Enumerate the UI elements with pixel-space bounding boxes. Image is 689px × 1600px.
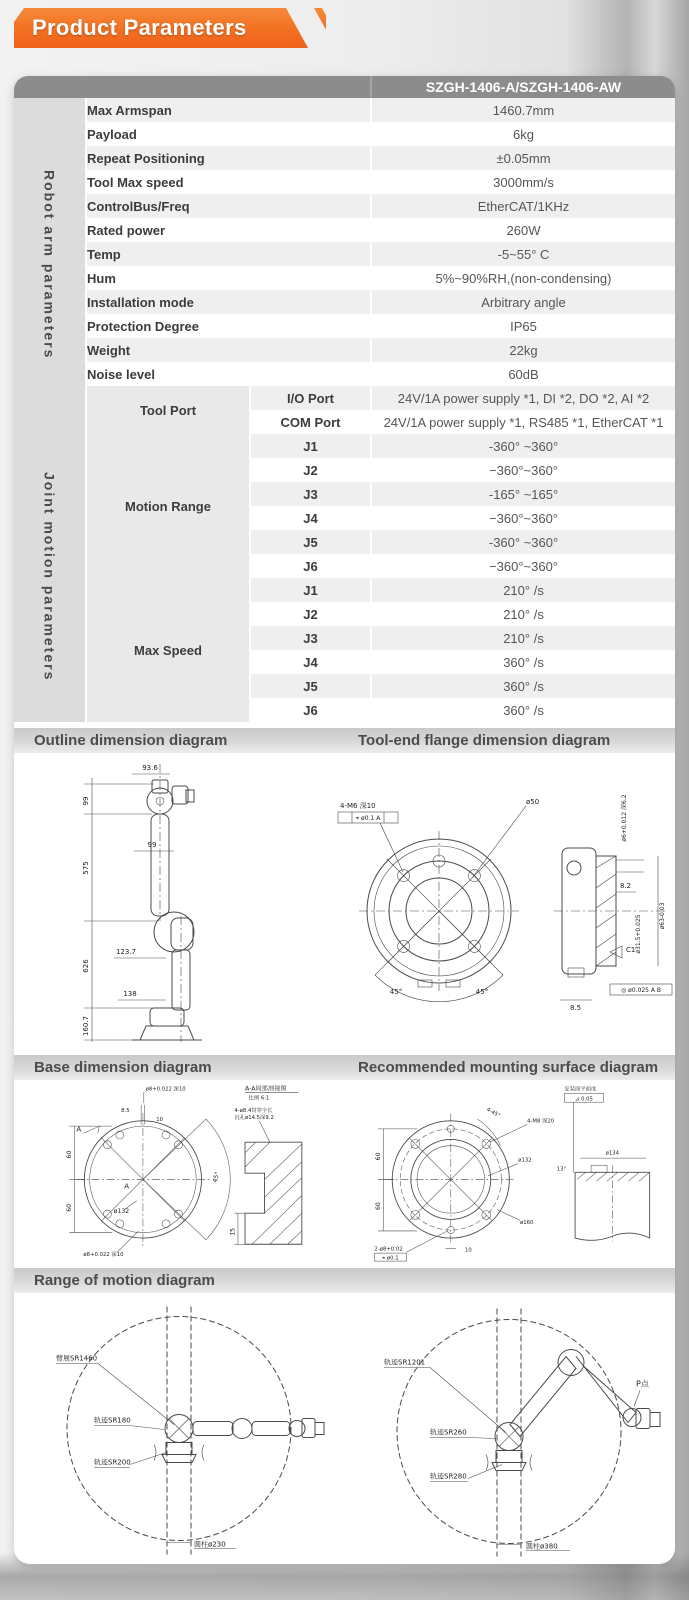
m-dia160-label: ø160 bbox=[520, 1219, 534, 1226]
spec-value: EtherCAT/1KHz bbox=[371, 194, 675, 218]
section-label-text: Joint motion parameters bbox=[41, 472, 58, 682]
table-row bbox=[14, 338, 675, 362]
motion-right-robot bbox=[486, 1350, 660, 1471]
table-row bbox=[14, 122, 675, 146]
joint-label: J2 bbox=[250, 458, 371, 482]
table-row bbox=[14, 146, 675, 170]
spec-value: IP65 bbox=[371, 314, 675, 338]
spec-value: 260W bbox=[371, 218, 675, 242]
spec-table bbox=[14, 76, 675, 722]
model-name: SZGH-1406-A/SZGH-1406-AW bbox=[371, 76, 675, 98]
mounting-surface-drawing bbox=[334, 1080, 675, 1262]
d10-label: 10 bbox=[156, 1116, 164, 1123]
section-title-base: Base dimension diagram bbox=[34, 1059, 212, 1076]
base-section-view bbox=[229, 1085, 301, 1245]
m-bolt-label: 4-M8 深20 bbox=[527, 1118, 555, 1125]
motion-right-labels bbox=[384, 1358, 650, 1551]
mounting-side-view bbox=[557, 1085, 650, 1242]
joint-value: −360°~360° bbox=[371, 458, 675, 482]
section-title-motion: Range of motion diagram bbox=[34, 1272, 215, 1289]
motion-left-cylinder: 圆柱ø230 bbox=[194, 1540, 226, 1549]
table-row bbox=[14, 386, 675, 410]
dim-upper: 99 bbox=[147, 841, 157, 849]
m-angle-label: 4-45° bbox=[485, 1106, 502, 1120]
section-label-robot-arm bbox=[14, 98, 86, 434]
m-dia132-label: ø132 bbox=[518, 1157, 532, 1164]
table-header-row bbox=[14, 76, 675, 98]
content-panel bbox=[14, 76, 675, 1564]
diagram-row-1 bbox=[14, 753, 675, 1049]
counterbore-label-2: 沉孔ø14.5深9.2 bbox=[234, 1115, 274, 1122]
spec-name: Tool Max speed bbox=[86, 170, 371, 194]
spec-name: Max Armspan bbox=[86, 98, 371, 122]
mounting-dims bbox=[374, 1107, 554, 1262]
flatness-label: 安装面平面度 bbox=[564, 1086, 597, 1093]
gdt-side-box: ◎ ø0.025 A B bbox=[620, 987, 662, 994]
bottom-hole-label: ø8+0.022 深10 bbox=[83, 1251, 124, 1258]
spec-name: Payload bbox=[86, 122, 371, 146]
angle-label: 45° bbox=[211, 1171, 222, 1184]
spec-name: Hum bbox=[86, 266, 371, 290]
joint-value: -165° ~165° bbox=[371, 482, 675, 506]
table-row bbox=[14, 434, 675, 458]
motion-left-envelope bbox=[67, 1307, 291, 1555]
table-row bbox=[14, 290, 675, 314]
gdt-front-box: ⌖ ø0.1 A bbox=[355, 815, 381, 822]
chamfer-label: C1 bbox=[626, 946, 636, 954]
spec-name: Temp bbox=[86, 242, 371, 266]
angle-left-label: 45° bbox=[389, 988, 403, 996]
joint-label: J3 bbox=[250, 626, 371, 650]
outline-robot-arm bbox=[132, 780, 202, 1040]
m-d10-label: 10 bbox=[464, 1247, 472, 1254]
angle-right-label: 45° bbox=[475, 988, 489, 996]
spec-name: Weight bbox=[86, 338, 371, 362]
counterbore-label-1: 4-ø8.4贯穿全长 bbox=[234, 1107, 273, 1114]
dim-elbow: 123.7 bbox=[115, 948, 137, 956]
section-title: A-A局部剖视图 bbox=[245, 1085, 287, 1093]
a-mark-1: A bbox=[76, 1124, 82, 1134]
pin-label: ø6+0.012 深6.2 bbox=[621, 794, 628, 842]
motion-range-label: Motion Range bbox=[86, 434, 250, 578]
com-port-label: COM Port bbox=[250, 410, 371, 434]
section-label-text: Robot arm parameters bbox=[41, 170, 58, 360]
spec-value: 3000mm/s bbox=[371, 170, 675, 194]
d60b-label: 60 bbox=[66, 1203, 74, 1212]
spec-value: 60dB bbox=[371, 362, 675, 386]
spec-name: Repeat Positioning bbox=[86, 146, 371, 170]
m-gdt-box: ⌖ ø0.1 bbox=[382, 1255, 399, 1262]
motion-right-label-1: 轨迹SR1201 bbox=[384, 1358, 426, 1367]
section-label-joint-motion bbox=[14, 434, 86, 722]
motion-left-label-3: 轨迹SR200 bbox=[94, 1458, 131, 1467]
joint-label: J4 bbox=[250, 506, 371, 530]
motion-left-label-2: 轨迹SR180 bbox=[94, 1416, 131, 1425]
d82-label: 8.2 bbox=[620, 882, 632, 890]
spec-name: Installation mode bbox=[86, 290, 371, 314]
spec-value: -5~55° C bbox=[371, 242, 675, 266]
bolt-label: 4-M6 深10 bbox=[340, 802, 376, 810]
section-bar-3 bbox=[14, 1268, 675, 1293]
flange-dia50-callout bbox=[472, 798, 539, 878]
dim-seg2: 626 bbox=[82, 959, 90, 973]
spec-value: Arbitrary angle bbox=[371, 290, 675, 314]
joint-label: J2 bbox=[250, 602, 371, 626]
io-port-value: 24V/1A power supply *1, DI *2, DO *2, AI *2 bbox=[371, 386, 675, 410]
flange-dimension-drawing bbox=[314, 753, 674, 1049]
joint-value: −360°~360° bbox=[371, 554, 675, 578]
spec-value: 5%~90%RH,(non-condensing) bbox=[371, 266, 675, 290]
diagram-row-3 bbox=[14, 1293, 675, 1570]
dia132-label: ø132 bbox=[113, 1208, 130, 1216]
joint-value: 210° /s bbox=[371, 626, 675, 650]
dia63-label: ø63-0.03 bbox=[659, 902, 666, 930]
top-hole-label: ø8+0.022 深10 bbox=[145, 1086, 186, 1093]
motion-range-drawing-extended bbox=[14, 1293, 344, 1570]
motion-right-cylinder: 圆柱ø380 bbox=[526, 1542, 558, 1551]
motion-left-label-1: 臂展SR1460 bbox=[56, 1354, 98, 1363]
section-bar-2 bbox=[14, 1055, 675, 1080]
m-pins-label: 2-ø8+0.02 bbox=[374, 1246, 403, 1253]
section-bar-1 bbox=[14, 728, 675, 753]
table-row bbox=[14, 266, 675, 290]
motion-left-robot bbox=[154, 1415, 324, 1463]
dim-lower: 138 bbox=[123, 990, 137, 998]
motion-right-label-3: 轨迹SR280 bbox=[430, 1472, 467, 1481]
spec-name: Rated power bbox=[86, 218, 371, 242]
com-port-value: 24V/1A power supply *1, RS485 *1, EtherCAT *1 bbox=[371, 410, 675, 434]
joint-value: 360° /s bbox=[371, 650, 675, 674]
section-title-mounting: Recommended mounting surface diagram bbox=[358, 1059, 659, 1076]
joint-label: J5 bbox=[250, 674, 371, 698]
joint-label: J6 bbox=[250, 554, 371, 578]
flange-side-view bbox=[554, 848, 666, 977]
joint-label: J3 bbox=[250, 482, 371, 506]
spec-name: Noise level bbox=[86, 362, 371, 386]
spec-value: 1460.7mm bbox=[371, 98, 675, 122]
io-port-label: I/O Port bbox=[250, 386, 371, 410]
base-dims bbox=[66, 1085, 230, 1258]
joint-value: 360° /s bbox=[371, 674, 675, 698]
mounting-front-view bbox=[385, 1114, 516, 1245]
spec-name: Protection Degree bbox=[86, 314, 371, 338]
joint-value: −360°~360° bbox=[371, 506, 675, 530]
angle2-label: 13° bbox=[556, 1166, 567, 1173]
table-row bbox=[14, 218, 675, 242]
motion-left-labels bbox=[56, 1354, 236, 1549]
dim-seg1: 575 bbox=[82, 861, 90, 875]
motion-right-p-point: P点 bbox=[636, 1379, 649, 1389]
table-row bbox=[14, 170, 675, 194]
joint-value: 210° /s bbox=[371, 602, 675, 626]
joint-value: 210° /s bbox=[371, 578, 675, 602]
dia50-label: ø50 bbox=[526, 798, 540, 806]
dim-top: 93.6 bbox=[142, 764, 158, 772]
spec-value: 22kg bbox=[371, 338, 675, 362]
joint-label: J1 bbox=[250, 434, 371, 458]
joint-value: -360° ~360° bbox=[371, 434, 675, 458]
d60a-label: 60 bbox=[66, 1150, 74, 1159]
table-header-empty bbox=[14, 76, 371, 98]
spec-value: 6kg bbox=[371, 122, 675, 146]
outline-dimension-drawing bbox=[14, 753, 314, 1049]
outline-dimension-labels bbox=[82, 764, 158, 1036]
m60b-label: 60 bbox=[374, 1202, 382, 1211]
motion-range-drawing-folded bbox=[344, 1293, 675, 1570]
motion-right-label-2: 轨迹SR260 bbox=[430, 1428, 467, 1437]
a-mark-2: A bbox=[124, 1181, 130, 1191]
joint-label: J6 bbox=[250, 698, 371, 722]
base-dimension-drawing bbox=[14, 1080, 334, 1262]
joint-label: J1 bbox=[250, 578, 371, 602]
table-row bbox=[14, 194, 675, 218]
d15-label: 15 bbox=[229, 1227, 237, 1236]
dia134-label: ø134 bbox=[605, 1150, 620, 1157]
section-scale: 比例 6:1 bbox=[248, 1095, 270, 1102]
spec-name: ControlBus/Freq bbox=[86, 194, 371, 218]
joint-label: J5 bbox=[250, 530, 371, 554]
spec-value: ±0.05mm bbox=[371, 146, 675, 170]
table-row bbox=[14, 578, 675, 602]
table-row bbox=[14, 98, 675, 122]
m60a-label: 60 bbox=[374, 1152, 382, 1161]
dim-wrist: 99 bbox=[82, 796, 90, 806]
bore-label: ø31.5+0.025 bbox=[635, 914, 642, 954]
flange-bolt-callout bbox=[338, 802, 403, 872]
tool-port-label: Tool Port bbox=[86, 386, 250, 434]
table-row bbox=[14, 242, 675, 266]
page-title: Product Parameters bbox=[32, 15, 247, 40]
joint-label: J4 bbox=[250, 650, 371, 674]
diagram-row-2 bbox=[14, 1080, 675, 1262]
section-title-outline: Outline dimension diagram bbox=[34, 732, 228, 749]
d85-label: 8.5 bbox=[570, 1004, 582, 1012]
table-row bbox=[14, 314, 675, 338]
dim-base: 160.7 bbox=[82, 1015, 90, 1037]
section-title-flange: Tool-end flange dimension diagram bbox=[358, 732, 611, 749]
d85-label: 8.5 bbox=[121, 1107, 130, 1114]
joint-value: 360° /s bbox=[371, 698, 675, 722]
max-speed-label: Max Speed bbox=[86, 578, 250, 722]
page-header-banner bbox=[14, 8, 354, 48]
joint-value: -360° ~360° bbox=[371, 530, 675, 554]
table-row bbox=[14, 362, 675, 386]
flatness-value: ⊿ 0.05 bbox=[574, 1096, 593, 1103]
